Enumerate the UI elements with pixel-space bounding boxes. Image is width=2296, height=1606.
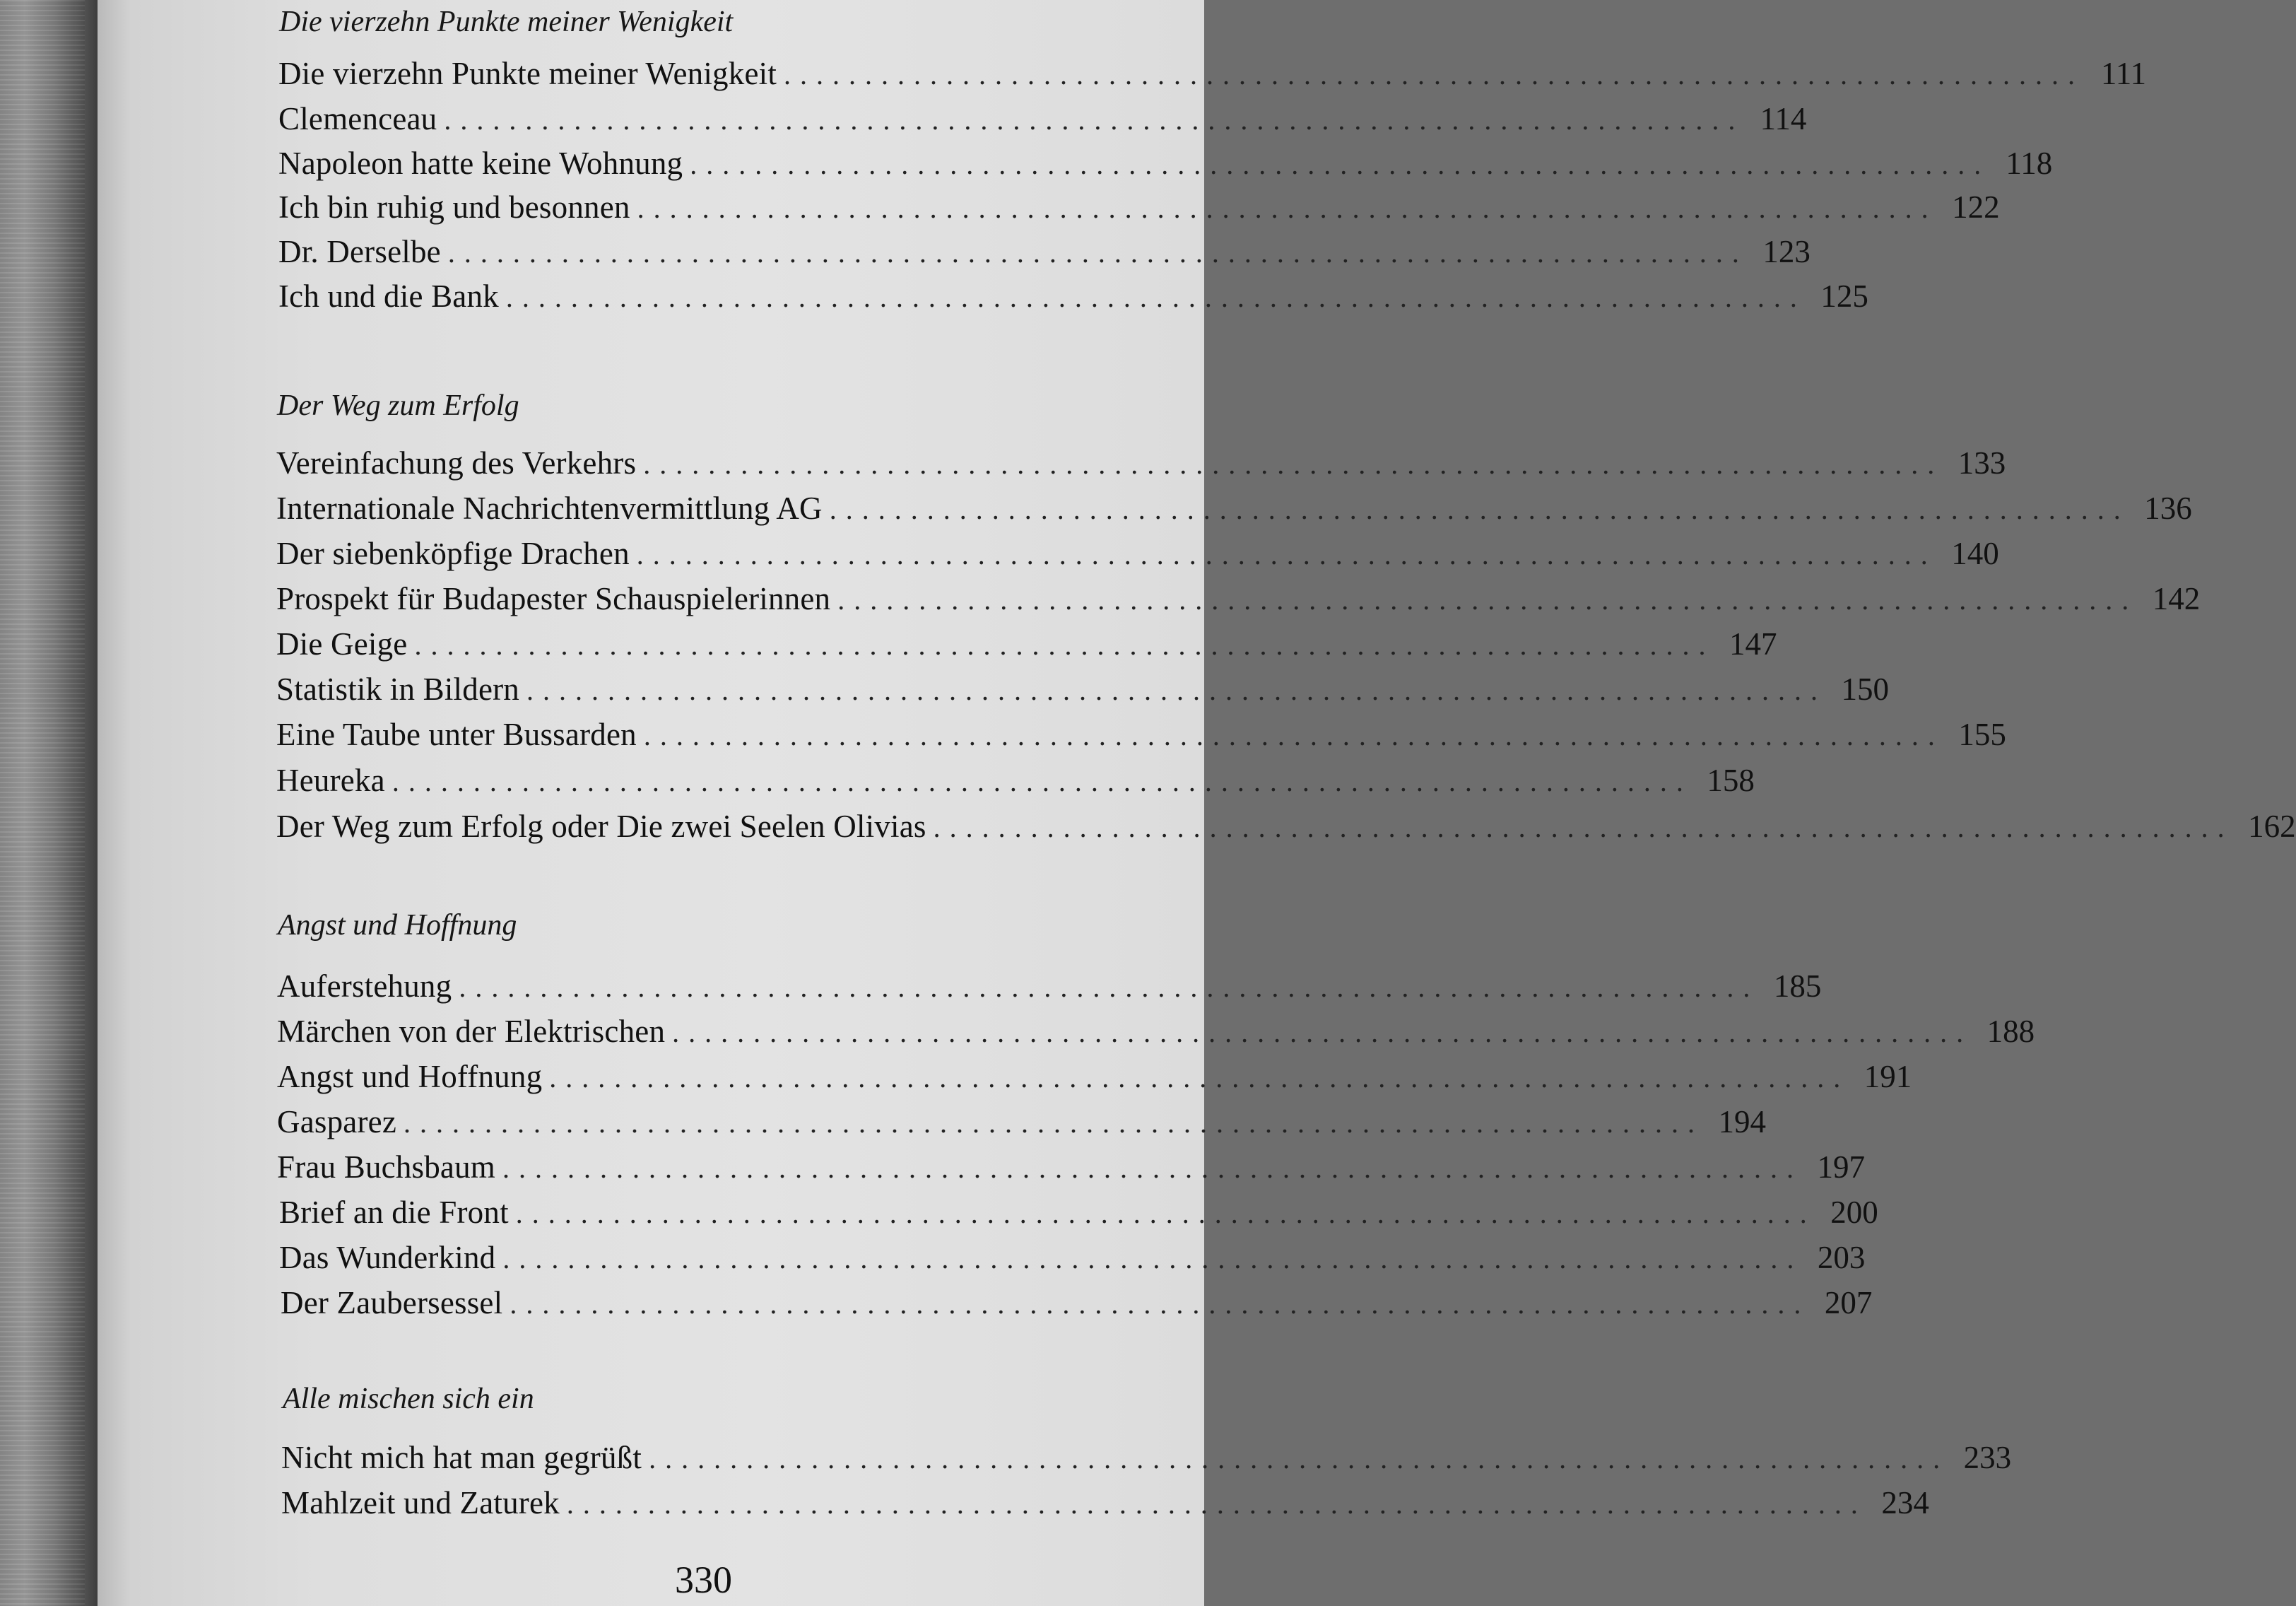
dot-leader: ................................................................................	[447, 237, 1748, 269]
section-heading: Alle mischen sich ein	[283, 1383, 534, 1415]
toc-entry	[278, 234, 1811, 269]
book-page	[98, 0, 2296, 1606]
dot-leader: ................................................................................	[392, 766, 1692, 797]
dot-leader: ................................................................................	[515, 1197, 1816, 1229]
entry-title: Internationale Nachrichtenvermittlung AG	[276, 491, 823, 526]
entry-page-number: 158	[1707, 763, 1755, 798]
entry-page-number: 188	[1986, 1014, 2035, 1049]
entry-title: Vereinfachung des Verkehrs	[276, 445, 637, 481]
dot-leader: ................................................................................	[643, 720, 1944, 751]
dot-leader: ................................................................................	[510, 1288, 1811, 1320]
entry-page-number: 147	[1729, 626, 1777, 662]
dot-leader: ................................................................................	[829, 493, 2130, 525]
entry-page-number: 200	[1830, 1195, 1878, 1230]
dot-leader: ................................................................................	[566, 1488, 1867, 1520]
entry-title: Mahlzeit und Zaturek	[281, 1485, 560, 1520]
entry-page-number: 133	[1958, 445, 2006, 481]
entry-page-number: 162	[2248, 809, 2296, 844]
entry-page-number: 185	[1773, 968, 1822, 1004]
entry-title: Angst und Hoffnung	[277, 1059, 543, 1094]
entry-page-number: 125	[1820, 279, 1868, 314]
entry-title: Eine Taube unter Bussarden	[276, 717, 637, 752]
toc-entry	[276, 536, 1999, 571]
entry-title: Das Wunderkind	[279, 1240, 496, 1275]
toc-entry	[281, 1485, 1929, 1520]
toc-entry	[278, 279, 1868, 314]
toc-entry	[277, 1059, 1912, 1094]
toc-entry	[279, 1195, 1878, 1230]
entry-title: Clemenceau	[278, 101, 437, 136]
toc-entry	[276, 809, 2296, 844]
entry-page-number: 122	[1952, 189, 2000, 225]
toc-entry	[277, 1149, 1866, 1185]
entry-page-number: 123	[1762, 234, 1811, 269]
toc-entry	[276, 581, 2201, 616]
page-number: 330	[675, 1559, 732, 1601]
entry-page-number: 118	[2006, 146, 2053, 181]
dot-leader: ................................................................................	[649, 1443, 1950, 1475]
toc-entry	[277, 1014, 2035, 1049]
entry-page-number: 155	[1958, 717, 2006, 752]
section-heading: Angst und Hoffnung	[278, 909, 517, 942]
dot-leader: ................................................................................	[636, 539, 1937, 570]
entry-title: Gasparez	[277, 1104, 396, 1139]
toc-entry	[276, 763, 1755, 798]
dot-leader: ................................................................................	[502, 1243, 1803, 1274]
entry-page-number: 142	[2152, 581, 2201, 616]
entry-title: Heureka	[276, 763, 385, 798]
toc-entry	[281, 1285, 1873, 1320]
toc-entry	[281, 1440, 2012, 1475]
entry-page-number: 197	[1817, 1149, 1866, 1185]
dot-leader: ................................................................................	[414, 629, 1715, 661]
entry-title: Ich bin ruhig und besonnen	[278, 189, 630, 225]
entry-title: Frau Buchsbaum	[277, 1149, 496, 1185]
dot-leader: ................................................................................	[459, 971, 1760, 1003]
entry-page-number: 203	[1817, 1240, 1866, 1275]
dot-leader: ................................................................................	[672, 1016, 1973, 1048]
entry-page-number: 233	[1963, 1440, 2012, 1475]
entry-title: Märchen von der Elektrischen	[277, 1014, 666, 1049]
entry-page-number: 194	[1718, 1104, 1766, 1139]
entry-title: Brief an die Front	[279, 1195, 509, 1230]
dot-leader: ................................................................................	[502, 1152, 1803, 1184]
entry-title: Der Zaubersessel	[281, 1285, 503, 1320]
toc-entry	[276, 717, 2006, 752]
toc-entry	[276, 491, 2192, 526]
spine-texture	[0, 0, 85, 1606]
entry-title: Die Geige	[276, 626, 408, 662]
entry-page-number: 140	[1951, 536, 1999, 571]
entry-page-number: 150	[1841, 672, 1890, 707]
section-heading: Die vierzehn Punkte meiner Wenigkeit	[279, 6, 734, 38]
entry-title: Ich und die Bank	[278, 279, 499, 314]
entry-title: Statistik in Bildern	[276, 672, 520, 707]
toc-entry	[277, 968, 1822, 1004]
entry-title: Nicht mich hat man gegrüßt	[281, 1440, 642, 1475]
toc-entry	[278, 189, 2000, 225]
entry-page-number: 191	[1864, 1059, 1912, 1094]
entry-title: Prospekt für Budapester Schauspielerinnen	[276, 581, 831, 616]
toc-entry	[276, 672, 1890, 707]
toc-entry	[276, 626, 1777, 662]
entry-title: Der Weg zum Erfolg oder Die zwei Seelen Olivias	[276, 809, 926, 844]
entry-title: Auferstehung	[277, 968, 452, 1004]
entry-page-number: 114	[1760, 101, 1807, 136]
toc-entry	[277, 1104, 1766, 1139]
entry-page-number: 136	[2144, 491, 2192, 526]
dot-leader: ................................................................................	[784, 59, 2085, 90]
dot-leader: ................................................................................	[549, 1062, 1850, 1094]
entry-page-number: 111	[2100, 56, 2147, 91]
dot-leader: ................................................................................	[404, 1107, 1704, 1139]
dot-leader: ................................................................................	[505, 281, 1806, 313]
dot-leader: ................................................................................	[933, 811, 2234, 843]
dot-leader: ................................................................................	[643, 448, 1944, 480]
entry-page-number: 207	[1824, 1285, 1873, 1320]
entry-page-number: 234	[1881, 1485, 1929, 1520]
entry-title: Der siebenköpfige Drachen	[276, 536, 630, 571]
dot-leader: ................................................................................	[526, 674, 1827, 706]
entry-title: Napoleon hatte keine Wohnung	[278, 146, 683, 181]
toc-entry	[278, 56, 2147, 91]
dot-leader: ................................................................................	[637, 192, 1938, 224]
toc-entry	[278, 101, 1807, 136]
section-heading: Der Weg zum Erfolg	[277, 389, 519, 422]
entry-title: Die vierzehn Punkte meiner Wenigkeit	[278, 56, 777, 91]
dot-leader: ................................................................................	[690, 148, 1991, 180]
dot-leader: ................................................................................	[444, 104, 1745, 136]
toc-entry	[276, 445, 2006, 481]
entry-title: Dr. Derselbe	[278, 234, 441, 269]
toc-entry	[278, 146, 2053, 181]
toc-entry	[279, 1240, 1866, 1275]
dot-leader: ................................................................................	[837, 584, 2138, 616]
